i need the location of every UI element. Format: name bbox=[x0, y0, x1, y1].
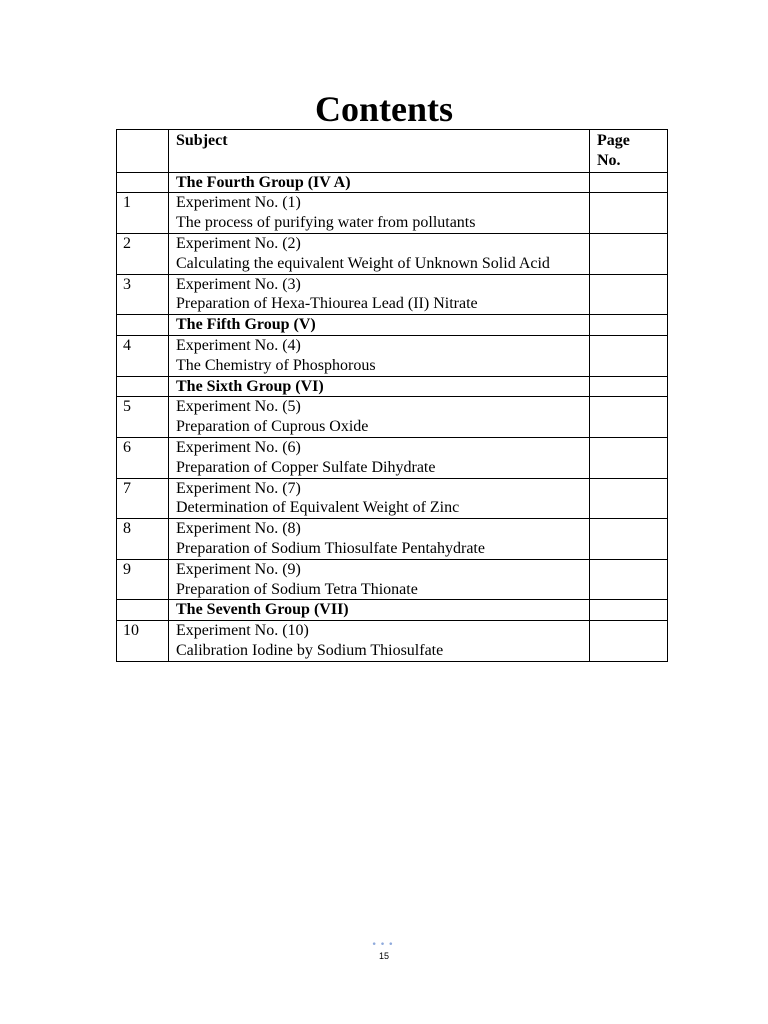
page-number-cell bbox=[590, 600, 668, 621]
subject-column-header: Subject bbox=[169, 130, 590, 173]
experiment-description: Preparation of Sodium Tetra Thionate bbox=[176, 580, 418, 598]
contents-table-body bbox=[117, 172, 668, 661]
experiment-subject-cell bbox=[169, 233, 590, 274]
page-number-cell bbox=[590, 397, 668, 438]
group-heading: The Fourth Group (IV A) bbox=[169, 172, 590, 193]
experiment-subject-cell bbox=[169, 397, 590, 438]
row-number-cell bbox=[117, 172, 169, 193]
page-number-cell bbox=[590, 559, 668, 600]
experiment-description: The process of purifying water from pollutants bbox=[176, 214, 476, 232]
experiment-title: Experiment No. (6) bbox=[176, 438, 301, 456]
experiment-title: Experiment No. (5) bbox=[176, 398, 301, 416]
experiment-subject-cell bbox=[169, 193, 590, 234]
experiment-title: Experiment No. (4) bbox=[176, 336, 301, 354]
group-heading: The Fifth Group (V) bbox=[169, 315, 590, 336]
footer-ornament: ••• bbox=[371, 940, 397, 950]
experiment-title: Experiment No. (3) bbox=[176, 275, 301, 293]
row-number: 5 bbox=[117, 397, 169, 438]
row-number-cell bbox=[117, 600, 169, 621]
experiment-title: Experiment No. (7) bbox=[176, 479, 301, 497]
row-number: 7 bbox=[117, 478, 169, 519]
experiment-row bbox=[117, 397, 668, 438]
experiment-title: Experiment No. (10) bbox=[176, 622, 309, 640]
experiment-title: Experiment No. (1) bbox=[176, 194, 301, 212]
row-number: 10 bbox=[117, 621, 169, 662]
experiment-row bbox=[117, 519, 668, 560]
experiment-row bbox=[117, 233, 668, 274]
experiment-title: Experiment No. (8) bbox=[176, 520, 301, 538]
page-number-cell bbox=[590, 172, 668, 193]
experiment-subject-cell bbox=[169, 437, 590, 478]
experiment-row bbox=[117, 335, 668, 376]
experiment-row bbox=[117, 559, 668, 600]
experiment-row bbox=[117, 478, 668, 519]
page-number-cell bbox=[590, 193, 668, 234]
experiment-subject-cell bbox=[169, 559, 590, 600]
page-number-cell bbox=[590, 437, 668, 478]
row-number-cell bbox=[117, 376, 169, 397]
experiment-subject-cell bbox=[169, 519, 590, 560]
row-number: 9 bbox=[117, 559, 169, 600]
experiment-description: The Chemistry of Phosphorous bbox=[176, 356, 376, 374]
page-number-cell bbox=[590, 335, 668, 376]
page-number-cell bbox=[590, 315, 668, 336]
number-column-header bbox=[117, 130, 169, 173]
row-number-cell bbox=[117, 315, 169, 336]
page-column-header bbox=[590, 130, 668, 173]
page-number-cell bbox=[590, 519, 668, 560]
page-number: 15 bbox=[378, 951, 389, 961]
experiment-title: Experiment No. (2) bbox=[176, 234, 301, 252]
contents-table bbox=[116, 129, 668, 662]
row-number: 3 bbox=[117, 274, 169, 315]
page-number-cell bbox=[590, 478, 668, 519]
page-number-cell bbox=[590, 621, 668, 662]
experiment-description: Preparation of Copper Sulfate Dihydrate bbox=[176, 458, 436, 476]
group-heading-row bbox=[117, 376, 668, 397]
row-number: 8 bbox=[117, 519, 169, 560]
group-heading-row bbox=[117, 315, 668, 336]
group-heading: The Sixth Group (VI) bbox=[169, 376, 590, 397]
page-title: Contents bbox=[314, 89, 453, 129]
experiment-description: Determination of Equivalent Weight of Zinc bbox=[176, 499, 460, 517]
experiment-subject-cell bbox=[169, 478, 590, 519]
experiment-description: Calculating the equivalent Weight of Unknown Solid Acid bbox=[176, 254, 550, 272]
group-heading-row bbox=[117, 172, 668, 193]
experiment-description: Preparation of Cuprous Oxide bbox=[176, 418, 369, 436]
experiment-description: Calibration Iodine by Sodium Thiosulfate bbox=[176, 641, 444, 659]
table-header-row bbox=[117, 130, 668, 173]
page-header-line2: No. bbox=[597, 151, 621, 169]
row-number: 6 bbox=[117, 437, 169, 478]
experiment-description: Preparation of Sodium Thiosulfate Pentahydrate bbox=[176, 539, 485, 557]
group-heading: The Seventh Group (VII) bbox=[169, 600, 590, 621]
experiment-row bbox=[117, 193, 668, 234]
page-header-line1: Page bbox=[597, 132, 630, 149]
experiment-description: Preparation of Hexa-Thiourea Lead (II) Nitrate bbox=[176, 295, 478, 313]
group-heading-row bbox=[117, 600, 668, 621]
page-number-cell bbox=[590, 274, 668, 315]
experiment-title: Experiment No. (9) bbox=[176, 560, 301, 578]
experiment-subject-cell bbox=[169, 621, 590, 662]
row-number: 4 bbox=[117, 335, 169, 376]
row-number: 2 bbox=[117, 233, 169, 274]
experiment-subject-cell bbox=[169, 335, 590, 376]
page-number-cell bbox=[590, 233, 668, 274]
row-number: 1 bbox=[117, 193, 169, 234]
experiment-row bbox=[117, 437, 668, 478]
experiment-row bbox=[117, 621, 668, 662]
page-number-cell bbox=[590, 376, 668, 397]
experiment-row bbox=[117, 274, 668, 315]
experiment-subject-cell bbox=[169, 274, 590, 315]
